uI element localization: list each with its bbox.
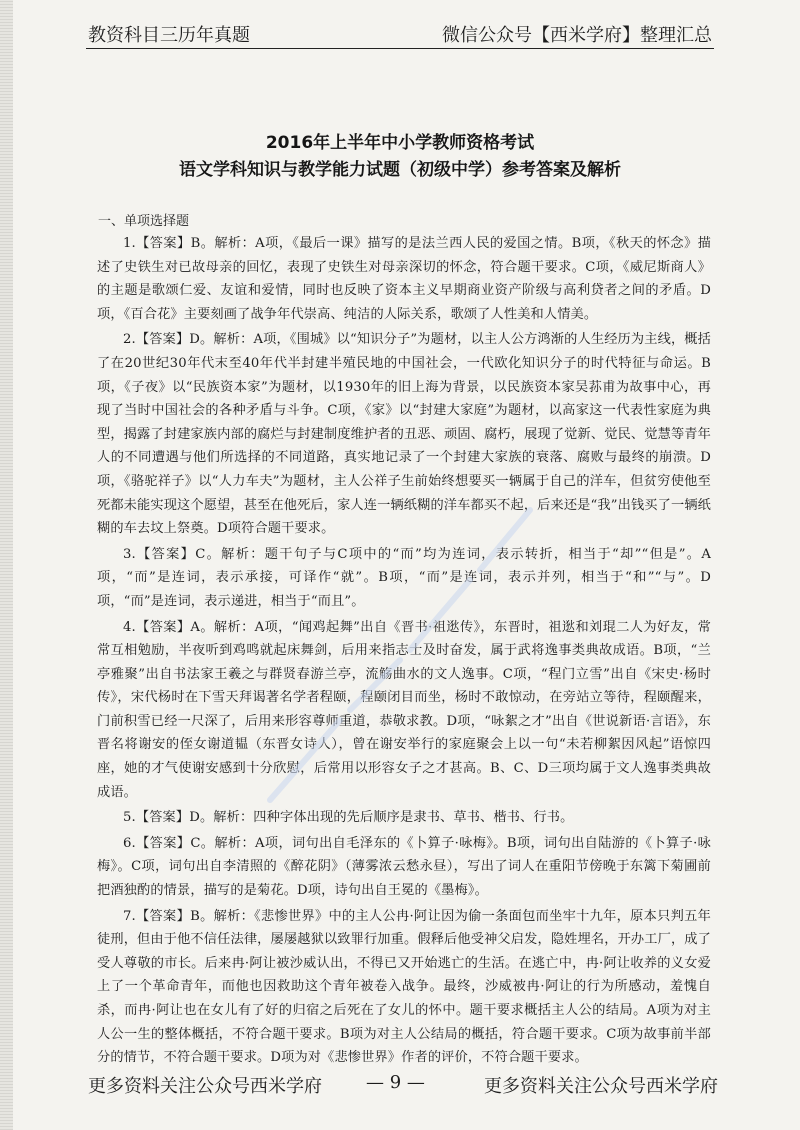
answer-item-3: 3.【答案】C。解析：题干句子与C项中的“而”均为连词，表示转折，相当于“却”“但是”。A项，“而”是连词，表示承接，可译作“就”。B项，“而”是连词，表示并列，相当于“和”“与”。D项，“而”是连词，表示递进，相当于“而且”。 [97,546,711,609]
section-heading: 一、单项选择题 [98,214,190,229]
document-title-line-1: 2016年上半年中小学教师资格考试 [265,133,535,153]
page-footer [88,1072,718,1100]
answer-item-4: 4.【答案】A。解析：A项，“闻鸡起舞”出自《晋书·祖逖传》，东晋时，祖逖和刘琨二人为好友，常常互相勉励，半夜听到鸡鸣就起床舞剑，后用来指志士及时奋发，属于武将逸事类典故成语。B项，“兰亭雅聚”出自书法家王羲之与群贤春游兰亭，流觞曲水的文人逸事。C项，“程门立雪”出自《宋史·杨时传》，宋代杨时在下雪天拜谒著名学者程颐，程颐闭目而坐，杨时不敢惊动，在旁站立等待，程颐醒来，门前积雪已经一尺深了，后用来形容尊师重道，恭敬求教。D项，“咏絮之才”出自《世说新语·言语》，东晋名将谢安的侄女谢道韫（东晋女诗人），曾在谢安举行的家庭聚会上以一句“未若柳絮因风起”语惊四座，她的才气使谢安感到十分欣慰，后常用以形容女子之才甚高。B、C、D三项均属于文人逸事类典故成语。 [97,619,711,800]
answer-item-5: 5.【答案】D。解析：四种字体出现的先后顺序是隶书、草书、楷书、行书。 [123,810,574,826]
answer-item-6: 6.【答案】C。解析：A项，词句出自毛泽东的《卜算子·咏梅》。B项，词句出自陆游的《卜算子·咏梅》。C项，词句出自李清照的《醉花阴》（薄雾浓云愁永昼），写出了词人在重阳节傍晚于东篱下菊圃前把酒独酌的情景，描写的是菊花。D项，诗句出自王冕的《墨梅》。 [97,835,711,899]
page-header [86,18,714,49]
answer-list [97,232,711,1072]
answer-item-2: 2.【答案】D。解析：A项，《围城》以“知识分子”为题材，以主人公方鸿渐的人生经历为主线，概括了在20世纪30年代末至40年代半封建半殖民地的中国社会，一代欧化知识分子的时代特征与命运。B项，《子夜》以“民族资本家”为题材，以1930年的旧上海为背景，以民族资本家吴荪甫为故事中心，再现了当时中国社会的各种矛盾与斗争。C项，《家》以“封建大家庭”为题材，以高家这一代表性家庭为典型，揭露了封建家族内部的腐烂与封建制度维护者的丑恶、顽固、腐朽，展现了觉新、觉民、觉慧等青年人的不同遭遇与他们所选择的不同道路，真实地记录了一个封建大家族的衰落、腐败与最终的崩溃。D项，《骆驼祥子》以“人力车夫”为题材，主人公祥子生前始终想要买一辆属于自己的洋车，但贫穷使他至死都未能实现这个愿望，甚至在他死后，家人连一辆纸糊的洋车都买不起，后来还是“我”出钱买了一辆纸糊的车去坟上祭奠。D项符合题干要求。 [97,332,711,537]
footer-right-text: 更多资料关注公众号西米学府 [484,1076,718,1097]
header-left-text: 教资科目三历年真题 [88,25,250,46]
page-number: — 9 — [366,1072,425,1093]
answer-item-7: 7.【答案】B。解析：《悲惨世界》中的主人公冉·阿让因为偷一条面包而坐牢十九年，原本只判五年徒刑，但由于他不信任法律，屡屡越狱以致罪行加重。假释后他受神父启发，隐姓埋名，开办工厂，成了受人尊敬的市长。后来冉·阿让被沙威认出，不得已又开始逃亡的生活。在逃亡中，冉·阿让收养的义女爱上了一个革命青年，而他也因救助这个青年被卷入战争。最终，沙威被冉·阿让的行为所感动，羞愧自杀，而冉·阿让也在女儿有了好的归宿之后死在了女儿的怀中。题干要求概括主人公的结局。A项为对主人公一生的整体概括，不符合题干要求。B项为对主人公结局的概括，符合题干要求。C项为故事前半部分的情节，不符合题干要求。D项为对《悲惨世界》作者的评价，不符合题干要求。 [97,908,711,1066]
document-title-line-2: 语文学科知识与教学能力试题（初级中学）参考答案及解析 [179,160,621,180]
header-right-text: 微信公众号【西米学府】整理汇总 [442,25,712,46]
answer-item-1: 1.【答案】B。解析：A项，《最后一课》描写的是法兰西人民的爱国之情。B项，《秋天的怀念》描述了史铁生对已故母亲的回忆，表现了史铁生对母亲深切的怀念，符合题干要求。C项，《威尼斯商人》的主题是歌颂仁爱、友谊和爱情，同时也反映了资本主义早期商业资产阶级与高利贷者之间的矛盾。D项，《百合花》主要刻画了战争年代崇高、纯洁的人际关系，歌颂了人性美和人情美。 [97,236,711,322]
footer-left-text: 更多资料关注公众号西米学府 [88,1076,322,1097]
